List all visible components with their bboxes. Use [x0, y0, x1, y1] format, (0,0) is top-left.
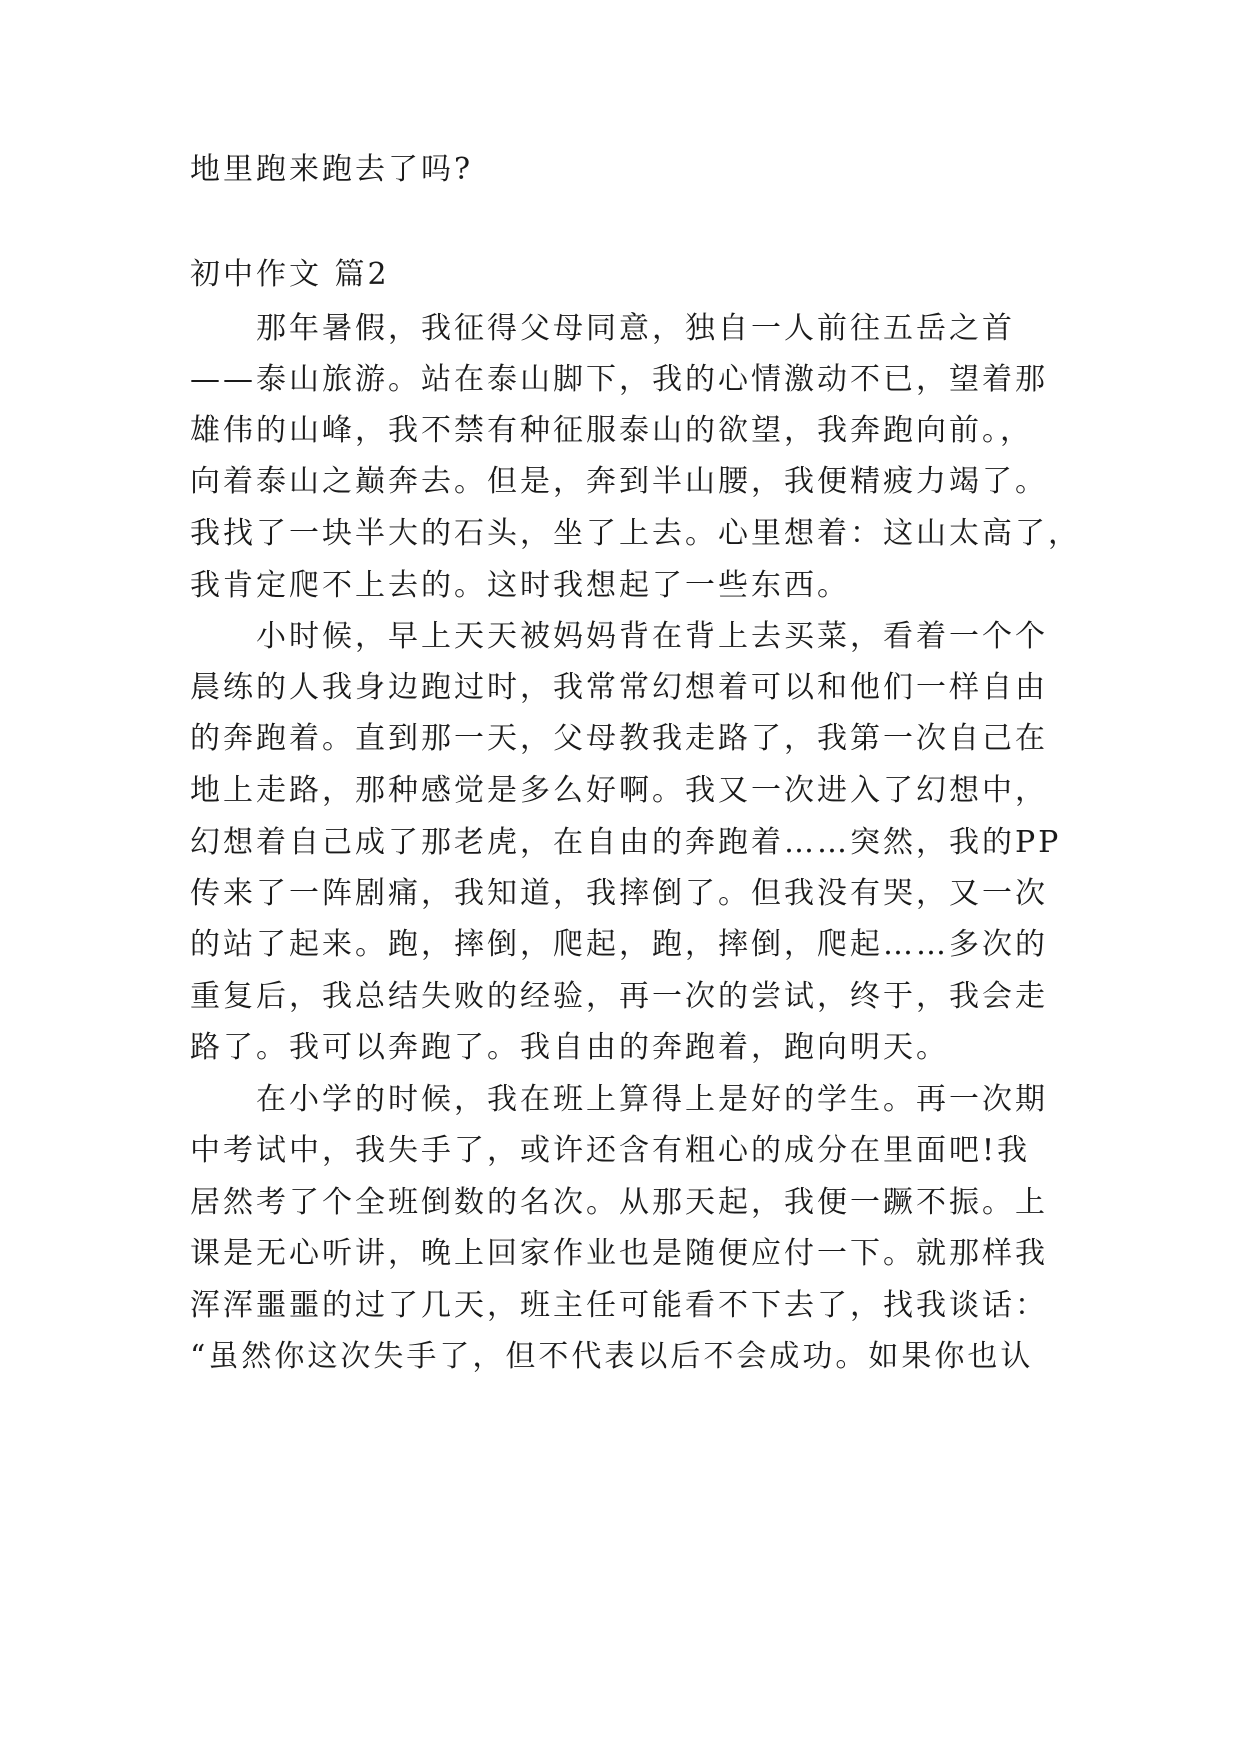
paragraph-line: “虽然你这次失手了，但不代表以后不会成功。如果你也认 — [190, 1339, 1034, 1374]
paragraph-line: 我找了一块半大的石头，坐了上去。心里想着：这山太高了， — [190, 516, 1081, 551]
paragraph-line: 的站了起来。跑，摔倒，爬起，跑，摔倒，爬起……多次的 — [190, 927, 1048, 962]
paragraph-line: 路了。我可以奔跑了。我自由的奔跑着，跑向明天。 — [190, 1030, 949, 1065]
paragraph-line: 浑浑噩噩的过了几天，班主任可能看不下去了，找我谈话： — [190, 1288, 1048, 1323]
paragraph-line: 晨练的人我身边跑过时，我常常幻想着可以和他们一样自由 — [190, 670, 1048, 705]
paragraph-line: 我肯定爬不上去的。这时我想起了一些东西。 — [190, 568, 850, 603]
continued-line: 地里跑来跑去了吗? — [190, 152, 474, 187]
section-title: 初中作文 篇2 — [190, 257, 390, 292]
paragraph-line: 小时候，早上天天被妈妈背在背上去买菜，看着一个个 — [256, 619, 1048, 654]
paragraph-line: 地上走路，那种感觉是多么好啊。我又一次进入了幻想中， — [190, 773, 1048, 808]
paragraph-line: 向着泰山之巅奔去。但是，奔到半山腰，我便精疲力竭了。 — [190, 464, 1048, 499]
paragraph-line: 传来了一阵剧痛，我知道，我摔倒了。但我没有哭，又一次 — [190, 876, 1048, 911]
paragraph-line: 那年暑假，我征得父母同意，独自一人前往五岳之首 — [256, 311, 1015, 346]
paragraph-line: 中考试中，我失手了，或许还含有粗心的成分在里面吧!我 — [190, 1133, 1031, 1168]
paragraph-line: 雄伟的山峰，我不禁有种征服泰山的欲望，我奔跑向前。， — [190, 413, 1033, 448]
paragraph-line: 重复后，我总结失败的经验，再一次的尝试，终于，我会走 — [190, 979, 1048, 1014]
paragraph-line: ——泰山旅游。站在泰山脚下，我的心情激动不已，望着那 — [190, 362, 1048, 397]
paragraph-line: 居然考了个全班倒数的名次。从那天起，我便一蹶不振。上 — [190, 1185, 1048, 1220]
paragraph-line: 幻想着自己成了那老虎，在自由的奔跑着……突然，我的PP — [190, 825, 1062, 860]
paragraph-line: 课是无心听讲，晚上回家作业也是随便应付一下。就那样我 — [190, 1236, 1048, 1271]
paragraph-line: 的奔跑着。直到那一天，父母教我走路了，我第一次自己在 — [190, 721, 1048, 756]
paragraph-line: 在小学的时候，我在班上算得上是好的学生。再一次期 — [256, 1082, 1048, 1117]
